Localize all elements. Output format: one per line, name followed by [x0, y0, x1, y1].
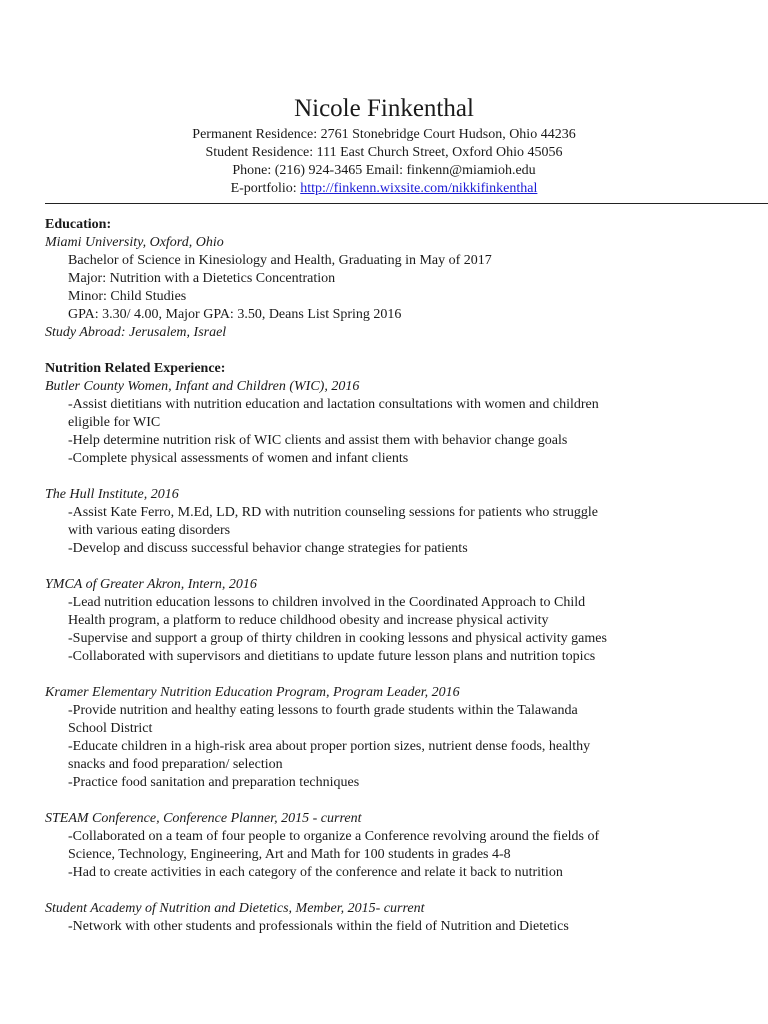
- experience-line: eligible for WIC: [68, 415, 161, 430]
- experience-heading: Nutrition Related Experience:: [45, 361, 226, 376]
- experience-org: Kramer Elementary Nutrition Education Program, Program Leader, 2016: [45, 685, 460, 700]
- experience-line: Science, Technology, Engineering, Art and Math for 100 students in grades 4-8: [68, 847, 511, 862]
- experience-line: -Assist Kate Ferro, M.Ed, LD, RD with nutrition counseling sessions for patients who struggle: [68, 505, 599, 520]
- experience-line: -Lead nutrition education lessons to children involved in the Coordinated Approach to Child: [68, 595, 586, 610]
- experience-line: with various eating disorders: [68, 523, 231, 538]
- experience-org: Student Academy of Nutrition and Dietetics, Member, 2015- current: [45, 901, 425, 916]
- eportfolio-line: [0, 180, 768, 198]
- experience-line: Health program, a platform to reduce childhood obesity and increase physical activity: [68, 613, 549, 628]
- phone-email: Phone: (216) 924-3465 Email: finkenn@miamioh.edu: [232, 163, 536, 178]
- experience-line: -Develop and discuss successful behavior change strategies for patients: [68, 541, 468, 556]
- experience-org: Butler County Women, Infant and Children (WIC), 2016: [45, 379, 360, 394]
- experience-line: -Complete physical assessments of women and infant clients: [68, 451, 409, 466]
- education-heading: Education:: [45, 217, 112, 232]
- experience-line: -Supervise and support a group of thirty children in cooking lessons and physical activity games: [68, 631, 607, 646]
- experience-line: -Collaborated with supervisors and dietitians to update future lesson plans and nutrition topics: [68, 649, 596, 664]
- experience-line: -Practice food sanitation and preparation techniques: [68, 775, 360, 790]
- education-line: Major: Nutrition with a Dietetics Concentration: [68, 271, 336, 286]
- experience-org: The Hull Institute, 2016: [45, 487, 179, 502]
- experience-org: YMCA of Greater Akron, Intern, 2016: [45, 577, 257, 592]
- experience-org: STEAM Conference, Conference Planner, 2015 - current: [45, 811, 362, 826]
- study-abroad: Study Abroad: Jerusalem, Israel: [45, 325, 227, 340]
- student-residence: Student Residence: 111 East Church Street, Oxford Ohio 45056: [205, 145, 563, 160]
- resume-name: Nicole Finkenthal: [294, 95, 474, 122]
- resume-body: [45, 216, 765, 936]
- header-divider: [45, 203, 768, 204]
- education-line: Bachelor of Science in Kinesiology and Health, Graduating in May of 2017: [68, 253, 492, 268]
- experience-line: snacks and food preparation/ selection: [68, 757, 283, 772]
- eportfolio-link[interactable]: http://finkenn.wixsite.com/nikkifinkenthal: [300, 181, 538, 196]
- experience-line: -Collaborated on a team of four people to organize a Conference revolving around the fields of: [68, 829, 600, 844]
- experience-line: -Help determine nutrition risk of WIC clients and assist them with behavior change goals: [68, 433, 568, 448]
- experience-line: -Provide nutrition and healthy eating lessons to fourth grade students within the Talawanda: [68, 703, 578, 718]
- experience-line: -Network with other students and professionals within the field of Nutrition and Dietetics: [68, 919, 569, 934]
- experience-line: School District: [68, 721, 153, 736]
- experience-line: -Educate children in a high-risk area about proper portion sizes, nutrient dense foods, healthy: [68, 739, 591, 754]
- permanent-residence: Permanent Residence: 2761 Stonebridge Court Hudson, Ohio 44236: [192, 127, 576, 142]
- education-line: GPA: 3.30/ 4.00, Major GPA: 3.50, Deans List Spring 2016: [68, 307, 402, 322]
- experience-line: -Assist dietitians with nutrition education and lactation consultations with women and children: [68, 397, 599, 412]
- eportfolio-label: E-portfolio:: [230, 181, 301, 196]
- experience-line: -Had to create activities in each category of the conference and relate it back to nutrition: [68, 865, 563, 880]
- education-line: Minor: Child Studies: [68, 289, 187, 304]
- contact-block: [0, 126, 768, 198]
- education-school: Miami University, Oxford, Ohio: [45, 235, 224, 250]
